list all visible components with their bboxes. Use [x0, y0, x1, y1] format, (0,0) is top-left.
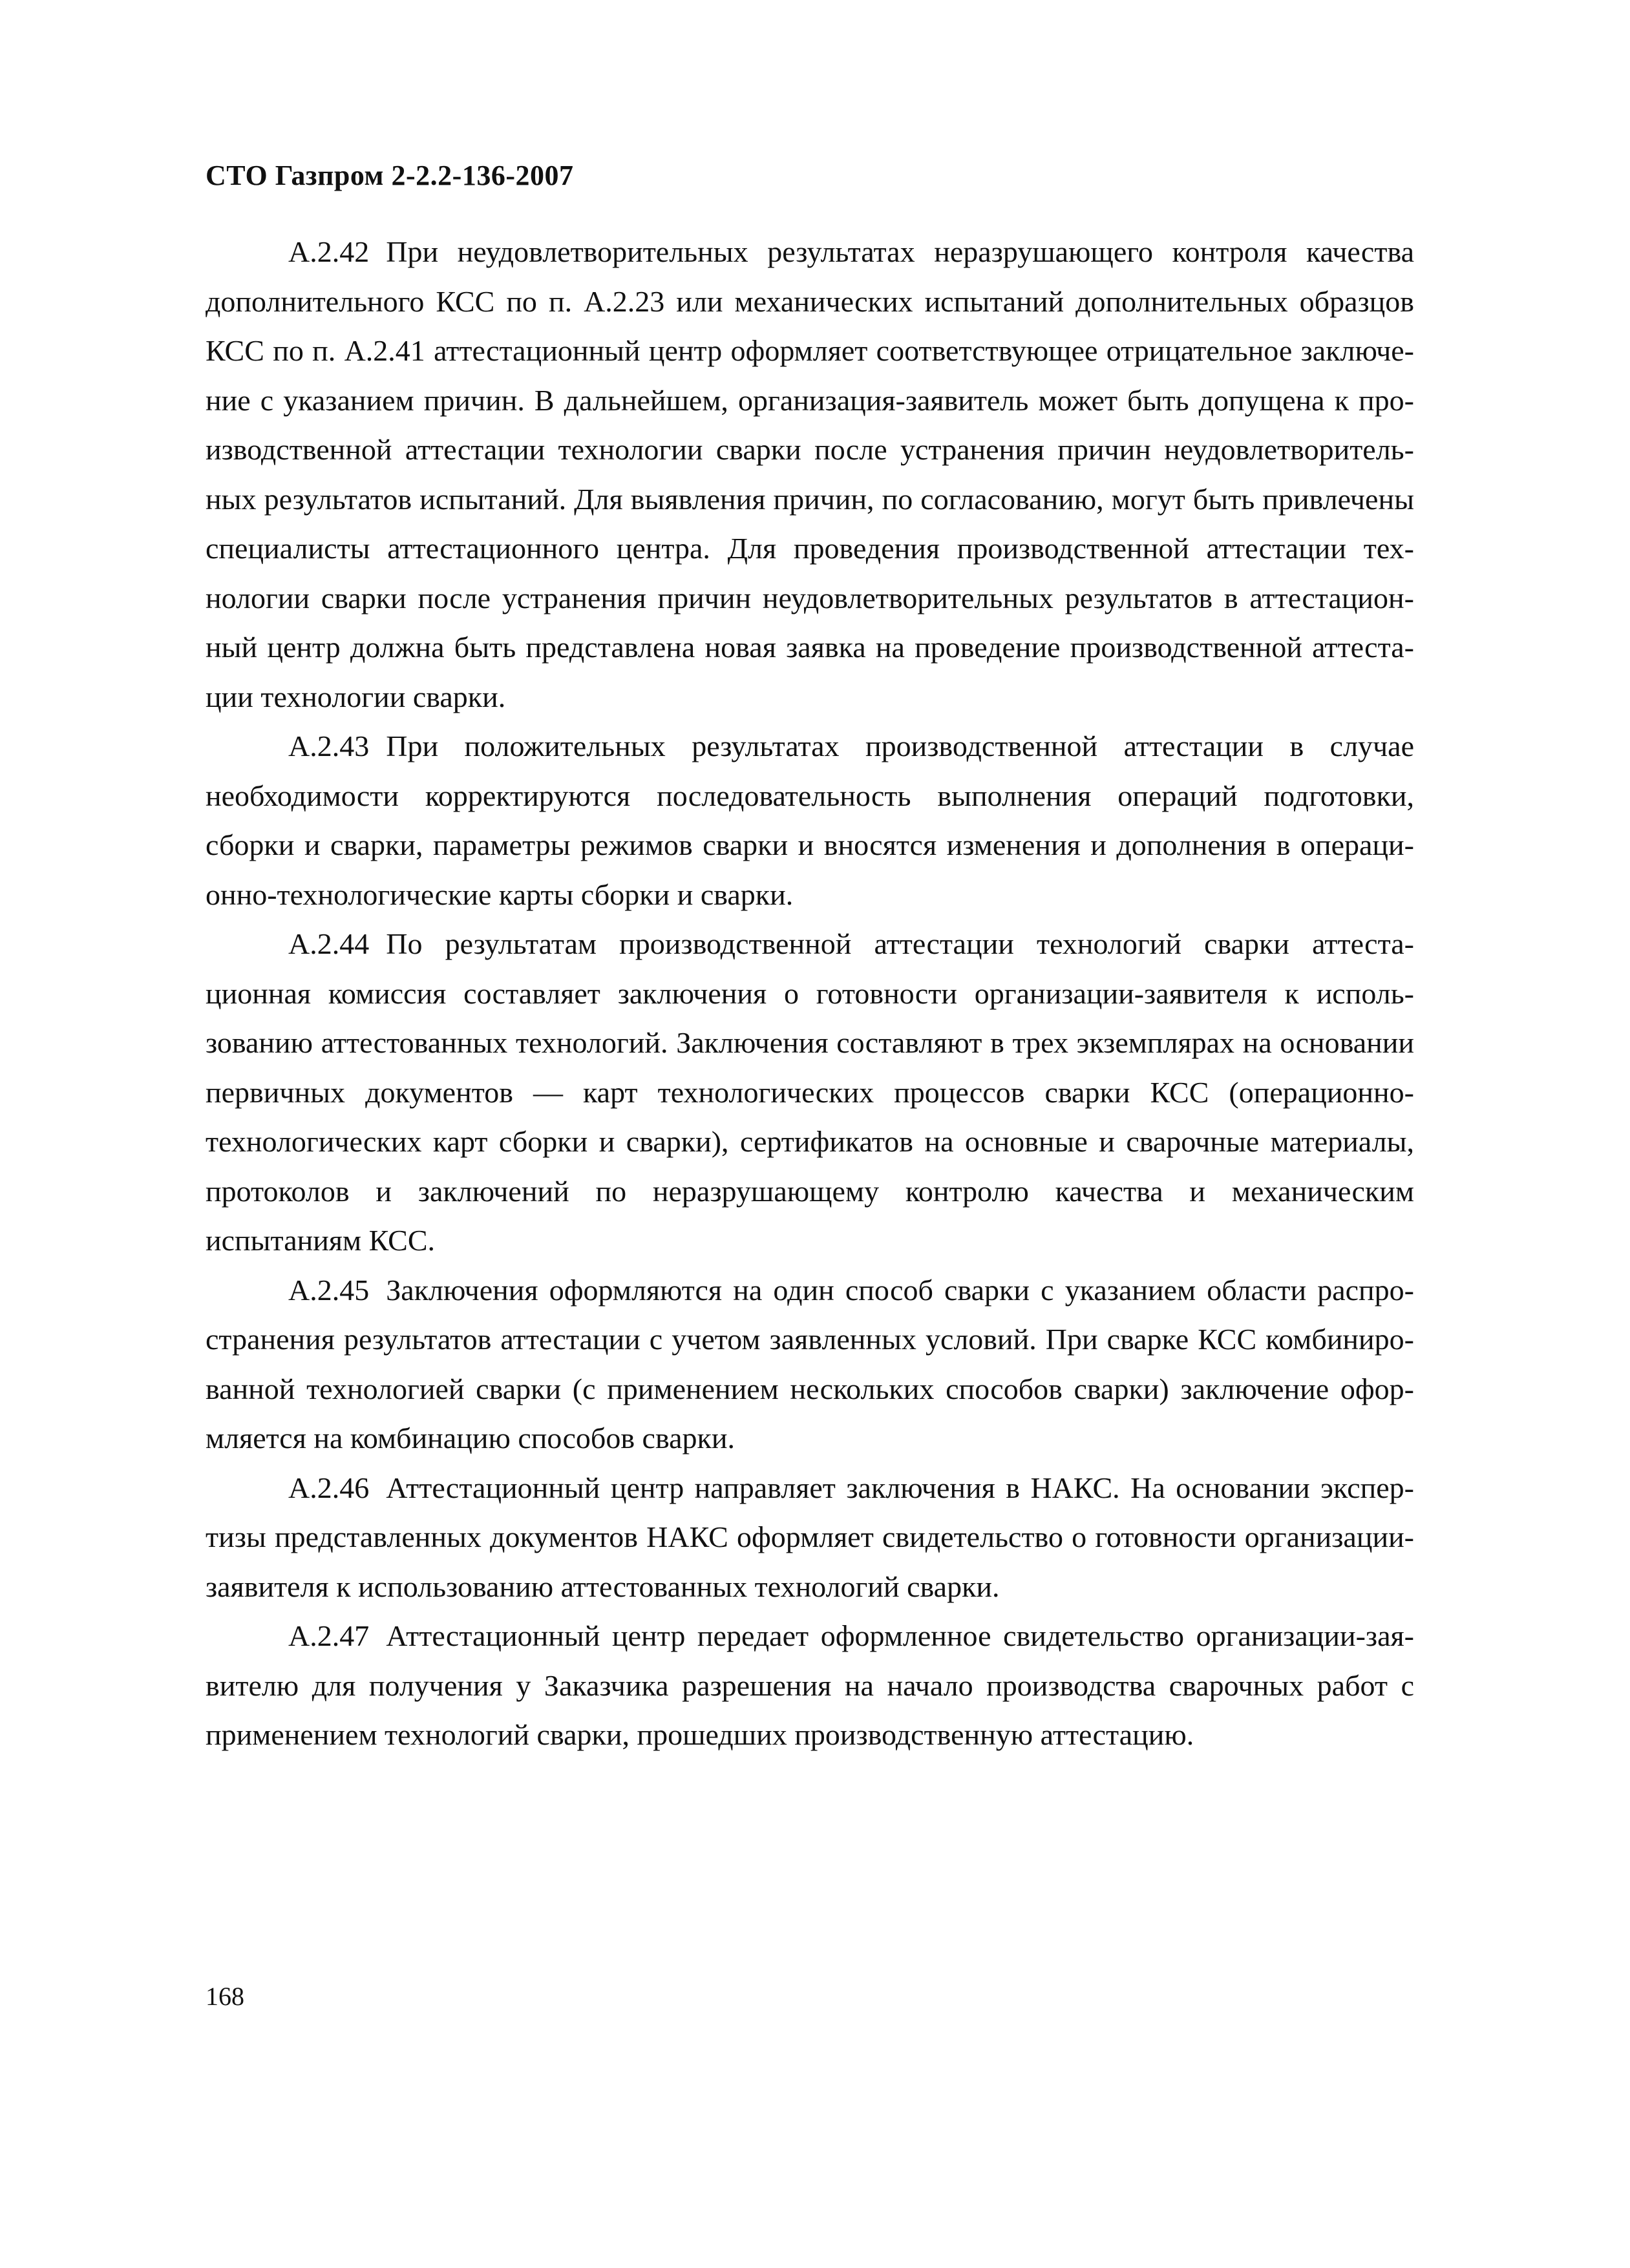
document-code-header: СТО Газпром 2-2.2-136-2007: [206, 160, 574, 191]
paragraph-text: Заключения оформляются на один способ сварки с указанием области распространения результатов аттестации с учетом заявленных условий. При сварке КСС комбинированной технологией сварки (с применением нескольких способов сварки) заключение оформляется на комбинацию способов сварки.: [206, 1273, 1414, 1454]
paragraph-text: При неудовлетворительных результатах неразрушающего контроля качества дополнительного КСС по п. А.2.23 или механических испытаний дополнительных образцов КСС по п. А.2.41 аттестационный центр оформляет соответствующее отрицательное заключение с указанием причин. В дальнейшем, организация-заявитель может быть допущена к производственной аттестации технологии сварки после устранения причин неудовлетворительных результатов испытаний. Для выявления причин, по согласованию, могут быть привлечены специалисты аттестационного центра. Для проведения производственной аттестации технологии сварки после устранения причин неудовлетворительных результатов в аттестационный центр должна быть представлена новая заявка на проведение производственной аттестации технологии сварки.: [206, 235, 1414, 713]
paragraph-number: А.2.45: [288, 1273, 370, 1307]
paragraph-text: Аттестационный центр направляет заключения в НАКС. На основании экспертизы представленных документов НАКС оформляет свидетельство о готовности организации-заявителя к использованию аттестованных технологий сварки.: [206, 1471, 1414, 1603]
paragraph-number: А.2.47: [288, 1619, 370, 1652]
paragraph-number: А.2.42: [288, 235, 370, 268]
paragraph-text: При положительных результатах производственной аттестации в случае необходимости корректируются последовательность выполнения операций подготовки, сборки и сварки, параметры режимов сварки и вносятся изменения и дополнения в операционно-технологические карты сборки и сварки.: [206, 730, 1414, 911]
paragraph-a-2-45: [206, 1266, 1414, 1464]
paragraph-text: По результатам производственной аттестации технологий сварки аттестационная комиссия составляет заключения о готовности организации-заявителя к использованию аттестованных технологий. Заключения составляют в трех экземплярах на основании первичных документов — карт технологических процессов сварки КСС (операционно-технологических карт сборки и сварки), сертификатов на основные и сварочные материалы, протоколов и заключений по неразрушающему контролю качества и механическим испытаниям КСС.: [206, 927, 1414, 1257]
paragraph-number: А.2.44: [288, 927, 370, 960]
paragraph-number: А.2.43: [288, 730, 370, 762]
document-body: [206, 227, 1414, 1760]
paragraph-a-2-44: [206, 919, 1414, 1266]
paragraph-number: А.2.46: [288, 1471, 370, 1504]
paragraph-a-2-43: [206, 722, 1414, 919]
paragraph-text: Аттестационный центр передает оформленное свидетельство организации-заявителю для получения у Заказчика разрешения на начало производства сварочных работ с применением технологий сварки, прошедших производственную аттестацию.: [206, 1619, 1414, 1751]
page-number: 168: [206, 1982, 244, 2011]
paragraph-a-2-42: [206, 227, 1414, 722]
paragraph-a-2-47: [206, 1612, 1414, 1760]
paragraph-a-2-46: [206, 1464, 1414, 1612]
